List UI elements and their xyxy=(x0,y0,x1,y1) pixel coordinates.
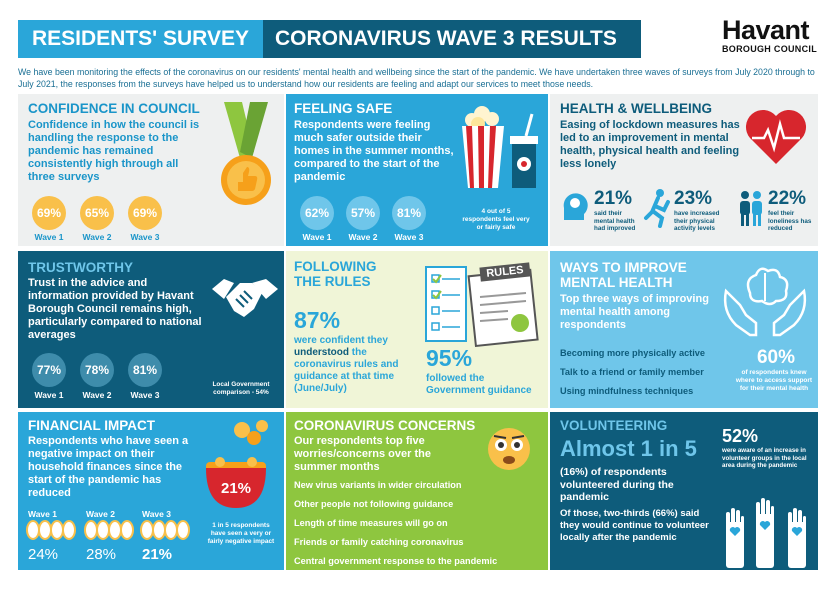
safe-wave3-label: Wave 3 xyxy=(394,232,424,242)
concern-item-5: Central government response to the pandemic xyxy=(294,556,498,566)
trust-wave2-label: Wave 2 xyxy=(82,390,112,400)
health-title: HEALTH & WELLBEING xyxy=(560,101,712,116)
running-person-icon xyxy=(642,188,674,228)
financial-wave2-value: 28% xyxy=(86,546,117,563)
panel-confidence xyxy=(18,94,284,246)
ways-item-3: Using mindfulness techniques xyxy=(560,386,694,396)
brain-hands-icon xyxy=(720,261,810,339)
trust-wave1-label: Wave 1 xyxy=(34,390,64,400)
trust-desc: Trust in the advice and information provided by Havant Borough Council remains high, particularly compared to national averages xyxy=(28,277,202,341)
rules-stat1-text-understood: understood xyxy=(294,347,349,358)
panel-concerns xyxy=(286,412,548,570)
ways-item-1: Becoming more physically active xyxy=(560,348,706,358)
rules-stat1-text-a: were confident they xyxy=(294,335,388,346)
volunteer-headline: Almost 1 in 5 xyxy=(560,436,697,461)
health-stat3-label: feel their loneliness has reduced xyxy=(768,210,812,232)
safe-wave1-label: Wave 1 xyxy=(302,232,332,242)
rules-stat2-value: 95% xyxy=(426,345,473,371)
ways-list xyxy=(560,348,740,405)
header-results-title: CORONAVIRUS WAVE 3 RESULTS xyxy=(263,20,641,58)
panel-ways xyxy=(550,251,818,408)
financial-wave3-value: 21% xyxy=(142,546,173,563)
coin-stack-wave2-icon xyxy=(84,520,138,540)
ways-stat-value: 60% xyxy=(756,347,796,368)
financial-title: FINANCIAL IMPACT xyxy=(28,418,155,433)
trust-note: Local Government comparison - 54% xyxy=(212,381,270,396)
ways-desc: Top three ways of improving mental health among respondents xyxy=(560,293,709,331)
header-banner xyxy=(18,20,641,58)
financial-purse-value: 21% xyxy=(220,480,252,497)
safe-wave3-value: 81% xyxy=(392,196,426,230)
panel-trustworthy xyxy=(18,251,284,408)
health-stat2-value: 23% xyxy=(674,188,713,209)
ways-stat-text: of respondents knew where to access support for their mental health xyxy=(735,369,813,392)
intro-paragraph: We have been monitoring the effects of the coronavirus on our residents' mental health and wellbeing since the start of the pandemic. We have undertaken three waves of surveys from July 2020 through to July 2021, the responses from the surveys have helped us to understand how our residents are feeling and adapt our services to meet those needs. xyxy=(18,67,815,89)
logo-main-text: Havant xyxy=(722,15,810,45)
heart-icon xyxy=(744,108,808,166)
volunteer-stat-value: 52% xyxy=(722,426,759,446)
raised-hands-icon xyxy=(718,492,814,568)
concern-item-3: Length of time measures will go on xyxy=(294,518,448,528)
panel-financial xyxy=(18,412,284,570)
safe-wave2-label: Wave 2 xyxy=(348,232,378,242)
rules-sign: RULES xyxy=(479,262,530,281)
concern-item-2: Other people not following guidance xyxy=(294,499,454,509)
financial-desc: Respondents who have seen a negative impact on their household finances since the start of the pandemic has reduced xyxy=(28,435,189,499)
volunteer-text2: Of those, two-thirds (66%) said they would continue to volunteer locally after the pandemic xyxy=(560,508,709,543)
coin-stack-wave3-icon xyxy=(140,520,194,540)
concerns-desc: Our respondents top five worries/concerns over the summer months xyxy=(294,435,431,473)
trust-wave2-value: 78% xyxy=(80,353,114,387)
purse-coins-icon xyxy=(202,418,280,512)
safe-wave1-value: 62% xyxy=(300,196,334,230)
council-logo xyxy=(722,16,818,54)
confidence-wave1-value: 69% xyxy=(32,196,66,230)
header-survey-title: RESIDENTS' SURVEY xyxy=(18,20,263,58)
panel-feeling-safe xyxy=(286,94,548,246)
financial-wave3-label: Wave 3 xyxy=(142,509,171,519)
ways-item-2: Talk to a friend or family member xyxy=(560,367,704,377)
financial-wave1-label: Wave 1 xyxy=(28,509,57,519)
rules-stat2-text: followed the Government guidance xyxy=(426,373,532,396)
confidence-desc: Confidence in how the council is handling the response to the pandemic has remained consistently high through all three surveys xyxy=(28,119,200,183)
confidence-title: CONFIDENCE IN COUNCIL xyxy=(28,101,200,116)
volunteer-title: VOLUNTEERING xyxy=(560,418,668,433)
volunteer-stat-text: were aware of an increase in volunteer groups in the local area during the pandemic xyxy=(722,447,807,470)
health-stat2-label: have increased their physical activity levels xyxy=(674,210,720,232)
popcorn-drink-icon xyxy=(458,104,542,192)
confidence-wave3-value: 69% xyxy=(128,196,162,230)
rules-stat1-text-c: the coronavirus rules and guidance at that time (June/July) xyxy=(294,347,399,394)
coin-stack-wave1-icon xyxy=(26,520,80,540)
handshake-icon xyxy=(210,269,280,325)
safe-desc: Respondents were feeling much safer outside their homes in the summer months, compared to the start of the pandemic xyxy=(294,119,454,183)
rules-stat1-text xyxy=(294,335,420,395)
health-stat3-value: 22% xyxy=(768,188,807,209)
safe-title: FEELING SAFE xyxy=(294,101,393,116)
medal-icon xyxy=(214,102,278,210)
panel-health xyxy=(550,94,818,246)
financial-wave2-label: Wave 2 xyxy=(86,509,115,519)
trust-wave1-value: 77% xyxy=(32,353,66,387)
concerns-title: CORONAVIRUS CONCERNS xyxy=(294,418,476,433)
financial-wave1-value: 24% xyxy=(28,546,59,563)
rules-title: FOLLOWING THE RULES xyxy=(294,259,377,289)
confidence-wave2-label: Wave 2 xyxy=(82,232,112,242)
health-stat1-label: said their mental health had improved xyxy=(594,210,636,232)
ways-title: WAYS TO IMPROVE MENTAL HEALTH xyxy=(560,260,687,290)
confidence-wave3-label: Wave 3 xyxy=(130,232,160,242)
worried-face-icon xyxy=(486,426,532,472)
health-stat1-value: 21% xyxy=(594,188,633,209)
concern-item-4: Friends or family catching coronavirus xyxy=(294,537,464,547)
panel-volunteering xyxy=(550,412,818,570)
confidence-wave1-label: Wave 1 xyxy=(34,232,64,242)
safe-wave2-value: 57% xyxy=(346,196,380,230)
health-desc: Easing of lockdown measures has led to an improvement in mental health, physical health and feeling less lonely xyxy=(560,119,740,170)
people-together-icon xyxy=(736,190,766,226)
trust-wave3-value: 81% xyxy=(128,353,162,387)
volunteer-text1: (16%) of respondents volunteered during the pandemic xyxy=(560,466,674,503)
concerns-list xyxy=(294,480,544,570)
financial-note: 1 in 5 respondents have seen a very or fairly negative impact xyxy=(207,522,275,545)
trust-title: TRUSTWORTHY xyxy=(28,260,133,275)
confidence-wave2-value: 65% xyxy=(80,196,114,230)
trust-wave3-label: Wave 3 xyxy=(130,390,160,400)
logo-sub-text: BOROUGH COUNCIL xyxy=(722,44,817,54)
safe-note: 4 out of 5 respondents feel very or fairly safe xyxy=(462,208,530,231)
concern-item-1: New virus variants in wider circulation xyxy=(294,480,462,490)
rules-stat1-value: 87% xyxy=(294,307,341,333)
head-mind-icon xyxy=(558,190,592,224)
panel-rules xyxy=(286,251,548,408)
